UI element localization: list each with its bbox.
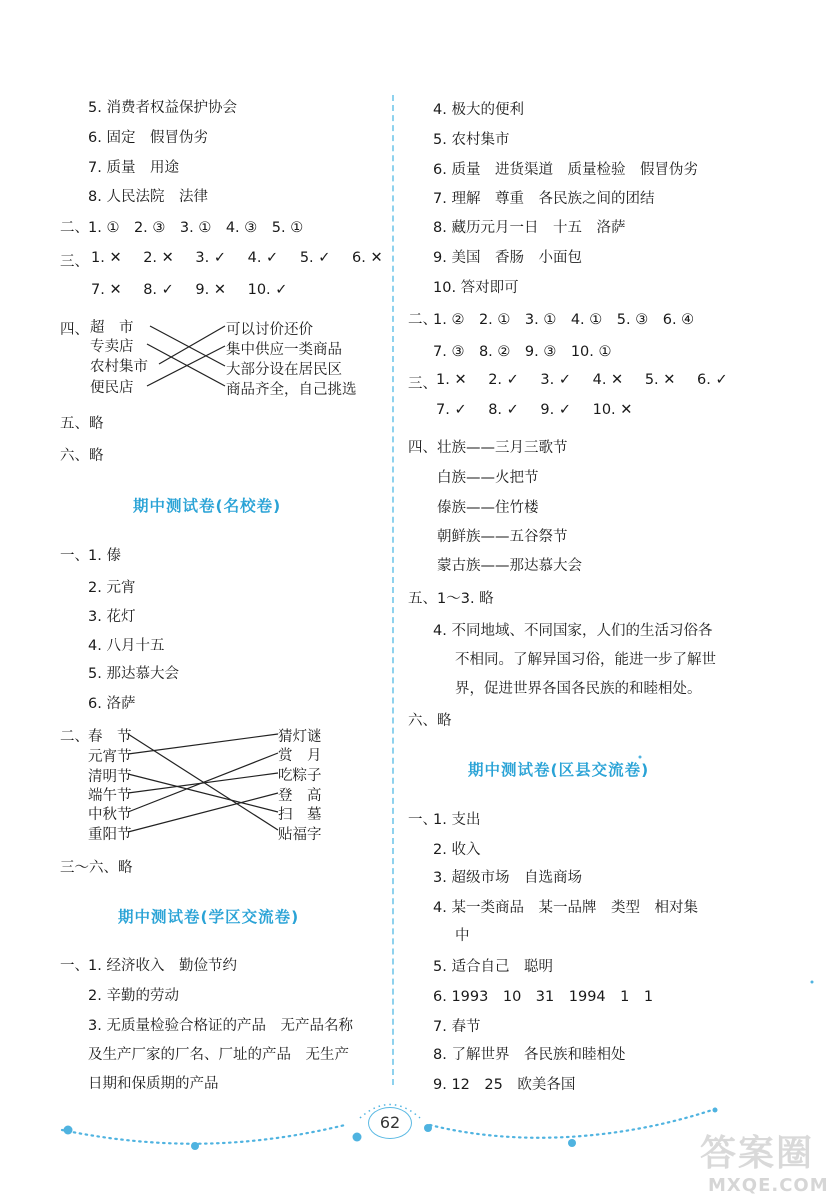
judge-mark: 3. ✓ — [540, 372, 571, 388]
match-left-item: 专卖店 — [90, 339, 134, 355]
judge-mark: 6. ✓ — [697, 372, 728, 388]
match-left-item: 端午节 — [88, 788, 132, 804]
answer-item: 10. 答对即可 — [433, 280, 519, 296]
judge-mark: 5. ✕ — [644, 372, 676, 388]
section-marker: 二、 — [60, 729, 89, 745]
answer-item: 5. 农村集市 — [433, 132, 510, 148]
answer-item: 5. 那达慕大会 — [88, 666, 179, 682]
answer-item: 7. 春节 — [433, 1019, 481, 1035]
judge-mark: 1. ✕ — [436, 372, 467, 388]
match-left-item: 中秋节 — [88, 807, 132, 823]
answer-item: 2. 元宵 — [88, 580, 136, 596]
answer-item: 8. 人民法院 法律 — [88, 189, 208, 205]
answer-item: 6. 固定 假冒伪劣 — [88, 130, 208, 146]
match-right-item: 可以讨价还价 — [226, 322, 313, 338]
answer-item: 4. 某一类商品 某一品牌 类型 相对集 — [433, 900, 698, 916]
answer-item-cont: 不相同。了解异国习俗，能进一步了解世 — [455, 652, 716, 668]
judge-mark: 4. ✓ — [247, 250, 279, 266]
match-left-item: 清明节 — [88, 769, 132, 785]
match-right-item: 贴福字 — [278, 827, 322, 843]
section-line: 五、略 — [60, 416, 104, 432]
match-right-item: 猜灯谜 — [278, 729, 322, 745]
judge-mark: 1. ✕ — [91, 250, 122, 266]
answer-item: 5. 适合自己 聪明 — [433, 959, 553, 975]
judge-mark: 10. ✕ — [592, 402, 633, 418]
answer-item: 3. 花灯 — [88, 609, 136, 625]
match-left-item: 农村集市 — [90, 359, 148, 375]
section-marker: 一、 — [408, 812, 437, 828]
match-left-item: 超 市 — [90, 320, 134, 336]
watermark-logo — [700, 1125, 829, 1196]
match-right-item: 吃粽子 — [278, 768, 322, 784]
answer-item: 9. 美国 香肠 小面包 — [433, 250, 582, 266]
section-marker: 五、 — [408, 591, 437, 607]
judge-mark: 8. ✓ — [488, 402, 519, 418]
answer-item: 1～3. 略 — [437, 591, 494, 607]
judge-mark: 9. ✕ — [195, 282, 226, 298]
answer-item: 1. 支出 — [433, 812, 481, 828]
judge-mark: 5. ✓ — [299, 250, 331, 266]
match-right-item: 登 高 — [278, 788, 322, 804]
section-marker: 三、 — [60, 254, 89, 270]
answer-item: 7. 质量 用途 — [88, 160, 179, 176]
answer-item: 蒙古族——那达慕大会 — [437, 558, 582, 574]
match-right-item: 赏 月 — [278, 748, 322, 764]
answer-item: 9. 12 25 欧美各国 — [433, 1077, 576, 1093]
judge-mark: 7. ✕ — [91, 282, 122, 298]
section-marker: 二、 — [408, 312, 437, 328]
answer-item-cont: 界，促进世界各国各民族的和睦相处。 — [455, 681, 702, 697]
answer-item: 6. 质量 进货渠道 质量检验 假冒伪劣 — [433, 162, 698, 178]
match-left-item: 重阳节 — [88, 827, 132, 843]
answer-item-cont: 中 — [455, 928, 470, 944]
judge-mark: 2. ✓ — [488, 372, 519, 388]
section-marker: 一、 — [60, 548, 89, 564]
answer-item: 1. 傣 — [88, 548, 121, 564]
answer-item: 4. 极大的便利 — [433, 102, 524, 118]
match-left-item: 元宵节 — [88, 749, 132, 765]
section-heading: 期中测试卷(名校卷) — [133, 497, 282, 515]
match-left-item: 便民店 — [90, 380, 134, 396]
choice-answers: 7. ③ 8. ② 9. ③ 10. ① — [433, 344, 612, 360]
choice-answers: 1. ① 2. ③ 3. ① 4. ③ 5. ① — [88, 220, 304, 236]
section-marker: 一、 — [60, 958, 89, 974]
section-heading: 期中测试卷(学区交流卷) — [118, 908, 300, 926]
answer-item: 2. 收入 — [433, 842, 481, 858]
answer-item-cont: 日期和保质期的产品 — [88, 1076, 219, 1092]
answer-item: 4. 不同地域、不同国家，人们的生活习俗各 — [433, 623, 713, 639]
section-line: 六、略 — [408, 713, 452, 729]
answer-item: 3. 超级市场 自选商场 — [433, 870, 582, 886]
watermark-text: 答案圈 — [700, 1133, 815, 1174]
section-marker: 二、 — [60, 220, 89, 236]
answer-item: 6. 1993 10 31 1994 1 1 — [433, 989, 654, 1005]
answer-item: 傣族——住竹楼 — [437, 500, 539, 516]
section-line: 三～六、略 — [60, 860, 133, 876]
section-line: 六、略 — [60, 448, 104, 464]
answer-item: 7. 理解 尊重 各民族之间的团结 — [433, 191, 655, 207]
answer-item: 1. 经济收入 勤俭节约 — [88, 958, 237, 974]
page-number: 62 — [368, 1107, 412, 1139]
answer-item-cont: 及生产厂家的厂名、厂址的产品 无生产 — [88, 1047, 349, 1063]
answer-item: 5. 消费者权益保护协会 — [88, 100, 237, 116]
match-right-item: 商品齐全，自己挑选 — [226, 382, 357, 398]
answer-item: 6. 洛萨 — [88, 696, 136, 712]
watermark-url: MXQE.COM — [708, 1175, 829, 1196]
answer-item: 壮族——三月三歌节 — [437, 440, 568, 456]
judge-mark: 3. ✓ — [195, 250, 226, 266]
answer-item: 8. 了解世界 各民族和睦相处 — [433, 1047, 626, 1063]
judge-mark: 10. ✓ — [247, 282, 288, 298]
answer-item: 朝鲜族——五谷祭节 — [437, 529, 568, 545]
answer-item: 4. 八月十五 — [88, 638, 165, 654]
judge-mark: 8. ✓ — [143, 282, 174, 298]
answer-item: 白族——火把节 — [437, 470, 539, 486]
section-marker: 四、 — [408, 440, 437, 456]
judge-mark: 4. ✕ — [592, 372, 624, 388]
match-left-item: 春 节 — [88, 729, 132, 745]
judge-mark: 9. ✓ — [540, 402, 571, 418]
section-marker: 三、 — [408, 376, 437, 392]
judge-mark: 2. ✕ — [143, 250, 174, 266]
answer-item: 8. 藏历元月一日 十五 洛萨 — [433, 220, 626, 236]
choice-answers: 1. ② 2. ① 3. ① 4. ① 5. ③ 6. ④ — [433, 312, 695, 328]
answer-item: 3. 无质量检验合格证的产品 无产品名称 — [88, 1018, 353, 1034]
section-heading: 期中测试卷(区县交流卷) — [468, 761, 650, 779]
match-right-item: 集中供应一类商品 — [226, 342, 342, 358]
match-right-item: 扫 墓 — [278, 807, 322, 823]
judge-mark: 6. ✕ — [352, 250, 383, 266]
match-right-item: 大部分设在居民区 — [226, 362, 342, 378]
judge-mark: 7. ✓ — [436, 402, 467, 418]
answer-item: 2. 辛勤的劳动 — [88, 988, 179, 1004]
section-marker: 四、 — [60, 322, 89, 338]
